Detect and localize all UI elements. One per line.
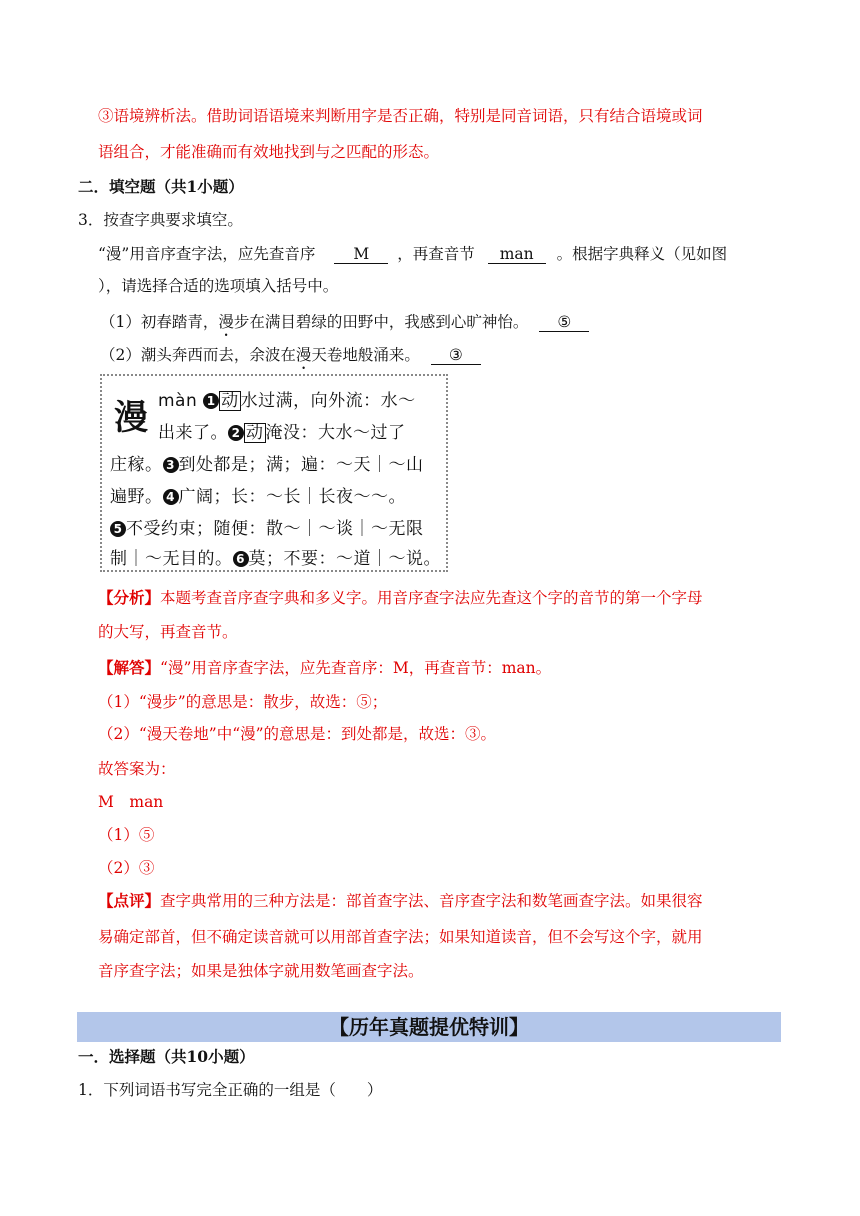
sense-1-tail: 出来了。 (158, 423, 228, 443)
dictionary-line-1 (158, 386, 416, 411)
answer-label: 【解答】 (98, 658, 161, 677)
section2-title: 二．填空题（共1小题） (78, 177, 244, 196)
answer-blank-m: M (334, 245, 388, 264)
sense-4-text: 广阔；长：～长｜长夜～～。 (178, 487, 406, 507)
subquestion-2-emphasis: 漫 (295, 346, 312, 364)
sense-1-text: 水过满，向外流：水～ (240, 391, 416, 411)
sense-3-tail: 遍野。 (110, 487, 163, 507)
sense-number-1: 1 (203, 393, 219, 409)
comment-text: 查字典常用的三种方法是：部首查字法、音序查字法和数笔画查字法。如果很容 (160, 892, 703, 910)
comment-line-1 (98, 889, 703, 911)
question-text-b: ，再查音节 (397, 245, 475, 263)
comment-line-3: 音序查字法；如果是独体字就用数笔画查字法。 (98, 962, 424, 980)
sense-number-2: 2 (228, 425, 244, 441)
subquestion-2-text-b: 天卷地般涌来。 (311, 346, 420, 364)
subquestion-2 (100, 343, 481, 365)
subquestion-1-text-a: （1）初春踏青， (100, 313, 219, 331)
intro-line-1: ③语境辨析法。借助词语语境来判断用字是否正确，特别是同音词语，只有结合语境或词 (98, 107, 703, 125)
answer-final-1: （1）⑤ (98, 826, 155, 844)
sense-2-tail: 庄稼。 (110, 455, 163, 475)
question-line-2: ），请选择合适的选项填入括号中。 (98, 277, 339, 295)
section1-title: 一．选择题（共10小题） (78, 1047, 255, 1066)
analysis-text: 本题考查音序查字典和多义字。用音序查字法应先查这个字的音节的第一个字母 (160, 589, 703, 607)
answer-final-0: M man (98, 793, 164, 811)
dictionary-line-3 (110, 450, 424, 475)
intro-line-2: 语组合，才能准确而有效地找到与之匹配的形态。 (98, 143, 440, 161)
sense-number-6: 6 (233, 551, 249, 567)
answer-conclusion: 故答案为： (98, 760, 176, 778)
dictionary-line-6 (110, 544, 441, 569)
pos-tag-1: 动 (221, 391, 239, 411)
question-1: 1．下列词语书写完全正确的一组是（ ） (78, 1081, 383, 1099)
analysis-label: 【分析】 (98, 588, 161, 607)
question-stem: 3．按查字典要求填空。 (78, 211, 243, 229)
sense-2-text: 淹没：大水～过了 (265, 423, 406, 443)
answer-blank-man: man (488, 245, 546, 264)
question-text-c: 。根据字典释义（见如图 (556, 245, 728, 263)
dictionary-entry-image (100, 374, 448, 572)
sense-number-4: 4 (163, 489, 179, 505)
subquestion-1 (100, 310, 589, 332)
comment-line-2: 易确定部首，但不确定读音就可以用部首查字法；如果知道读音，但不会写这个字，就用 (98, 928, 703, 946)
dictionary-line-4 (110, 482, 406, 507)
dictionary-pinyin: màn (158, 391, 198, 411)
subquestion-2-text-a: （2）潮头奔西而去，余波在 (100, 346, 296, 364)
analysis-line-1 (98, 586, 703, 608)
sense-3-text: 到处都是；满；遍：～天｜～山 (178, 455, 424, 475)
sense-5-text: 不受约束；随便：散～｜～谈｜～无限 (126, 519, 424, 539)
question-line-1 (98, 242, 727, 264)
dictionary-line-2 (158, 418, 406, 443)
subquestion-1-answer: ⑤ (539, 313, 589, 332)
sense-number-5: 5 (110, 521, 126, 537)
answer-final-2: （2）③ (98, 859, 155, 877)
answer-text: “漫”用音序查字法，应先查音序：M，再查音节：man。 (160, 659, 552, 677)
answer-point-1: （1）“漫步”的意思是：散步，故选：⑤； (98, 693, 388, 711)
sense-6-text: 莫；不要：～道｜～说。 (248, 549, 441, 569)
dictionary-char: 漫 (114, 398, 148, 438)
sense-number-3: 3 (163, 457, 179, 473)
answer-point-2: （2）“漫天卷地”中“漫”的意思是：到处都是，故选：③。 (98, 725, 497, 743)
analysis-line-2: 的大写，再查音节。 (98, 623, 238, 641)
sense-5-tail: 制｜～无目的。 (110, 549, 233, 569)
comment-label: 【点评】 (98, 891, 161, 910)
answer-line (98, 656, 551, 678)
subquestion-1-emphasis: 漫 (218, 313, 234, 331)
question-text-a: “漫”用音序查字法，应先查音序 (98, 245, 316, 263)
subquestion-2-answer: ③ (431, 346, 481, 365)
subquestion-1-text-b: 步在满目碧绿的田野中，我感到心旷神怡。 (233, 313, 529, 331)
pos-tag-2: 动 (246, 423, 264, 443)
section-banner: 【历年真题提优特训】 (77, 1012, 781, 1042)
dictionary-line-5 (110, 514, 424, 539)
